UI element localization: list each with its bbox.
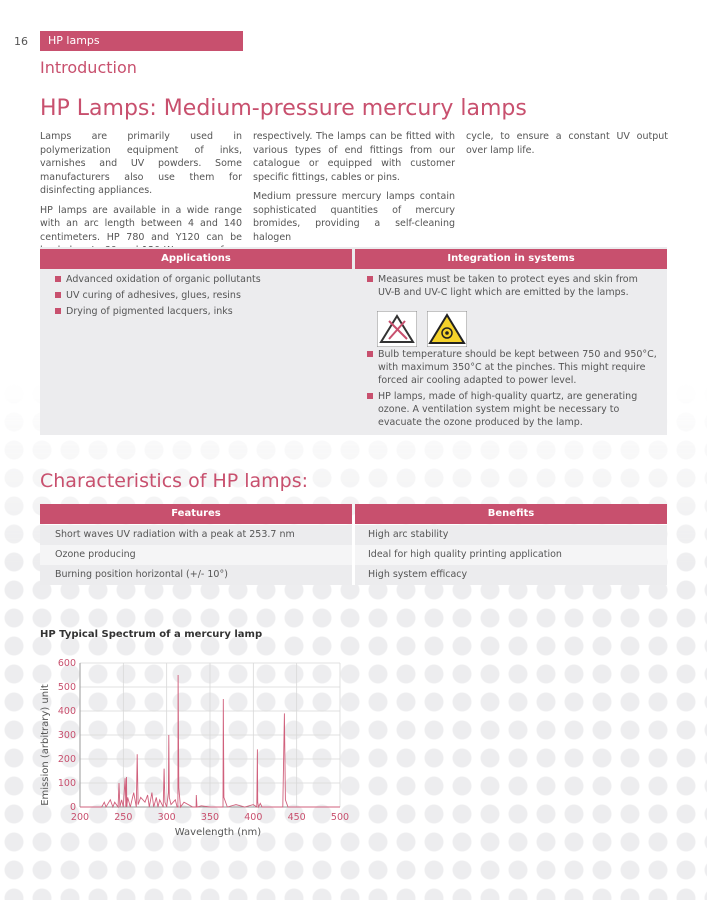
list-item: UV curing of adhesives, glues, resins: [55, 289, 345, 302]
x-tick-label: 400: [244, 812, 263, 823]
y-tick-label: 0: [69, 802, 76, 813]
x-tick-labels: [71, 812, 349, 823]
section-header: HP lamps: [40, 31, 243, 51]
applications-header: Applications: [40, 249, 352, 269]
y-tick-label: 600: [57, 658, 76, 669]
y-tick-label: 100: [57, 778, 76, 789]
integration-list-top: [367, 273, 657, 302]
characteristics-title: Characteristics of HP lamps:: [40, 470, 309, 492]
y-tick-label: 400: [57, 706, 76, 717]
y-tick-labels: [58, 658, 76, 813]
feature-cell: Ozone producing: [55, 549, 136, 560]
body-column-3: [466, 130, 668, 163]
list-item: HP lamps, made of high-quality quartz, are generating ozone. A ventilation system might be necessary to evacuate the ozone produced by the lamp.: [367, 390, 657, 429]
x-tick-label: 350: [200, 812, 220, 823]
intro-heading: Introduction: [40, 58, 137, 77]
body-paragraph: Lamps are primarily used in polymerization equipment of inks, varnishes and UV powders. Some manufacturers also use them for disinfecting appliances.: [40, 131, 242, 196]
table-divider: [352, 525, 355, 585]
body-paragraph: respectively. The lamps can be fitted with various types of end fittings from our catalogue or equipped with customer specific fittings, cables or pins.: [253, 131, 455, 183]
list-item: Advanced oxidation of organic pollutants: [55, 273, 345, 286]
list-item: Bulb temperature should be kept between 750 and 950°C, with maximum 350°C at the pinches. This might require forced air cooling adapted to power level.: [367, 348, 657, 387]
benefits-header: Benefits: [355, 504, 667, 524]
features-header: Features: [40, 504, 352, 524]
benefit-cell: High system efficacy: [368, 569, 468, 580]
integration-header: Integration in systems: [355, 249, 667, 269]
benefit-cell: High arc stability: [368, 529, 449, 540]
x-tick-label: 250: [114, 812, 133, 823]
page-number: 16: [14, 35, 28, 48]
x-tick-label: 500: [330, 812, 350, 823]
integration-list-bottom: [367, 348, 657, 432]
feature-cell: Short waves UV radiation with a peak at 253.7 nm: [55, 529, 295, 540]
applications-list: [55, 273, 345, 321]
spectrum-title: HP Typical Spectrum of a mercury lamp: [40, 629, 263, 640]
x-tick-label: 300: [157, 812, 176, 823]
eye-protection-warning-icon: [427, 311, 467, 347]
warning-icons: [377, 311, 467, 347]
y-axis-label: Emission (arbitrary) unit: [40, 684, 51, 806]
benefit-cell: Ideal for high quality printing application: [368, 549, 562, 560]
body-paragraph: HP lamps are available in a wide range with an arc length between 4 and 140 centimeters. HP 780 and Y120 can be: [40, 204, 242, 243]
body-paragraph: Medium pressure mercury lamps contain sophisticated quantities of mercury bromides, providing a self-cleaning halogen: [253, 191, 455, 243]
page-title: HP Lamps: Medium-pressure mercury lamps: [40, 96, 527, 121]
feature-cell: Burning position horizontal (+/- 10°): [55, 569, 228, 580]
x-tick-label: 450: [287, 812, 306, 823]
x-tick-label: 200: [70, 812, 90, 823]
list-item: Measures must be taken to protect eyes and skin from UV-B and UV-C light which are emitted by the lamps.: [367, 273, 657, 299]
uv-radiation-warning-icon: [377, 311, 417, 347]
spectrum-chart: [38, 655, 358, 840]
body-paragraph: cycle, to ensure a constant UV output over lamp life.: [466, 131, 668, 156]
y-tick-label: 500: [57, 682, 76, 693]
list-item: Drying of pigmented lacquers, inks: [55, 305, 345, 318]
y-tick-label: 300: [57, 730, 76, 741]
y-tick-label: 200: [57, 754, 76, 765]
body-column-2: [253, 130, 455, 250]
x-axis-label: Wavelength (nm): [174, 827, 262, 838]
